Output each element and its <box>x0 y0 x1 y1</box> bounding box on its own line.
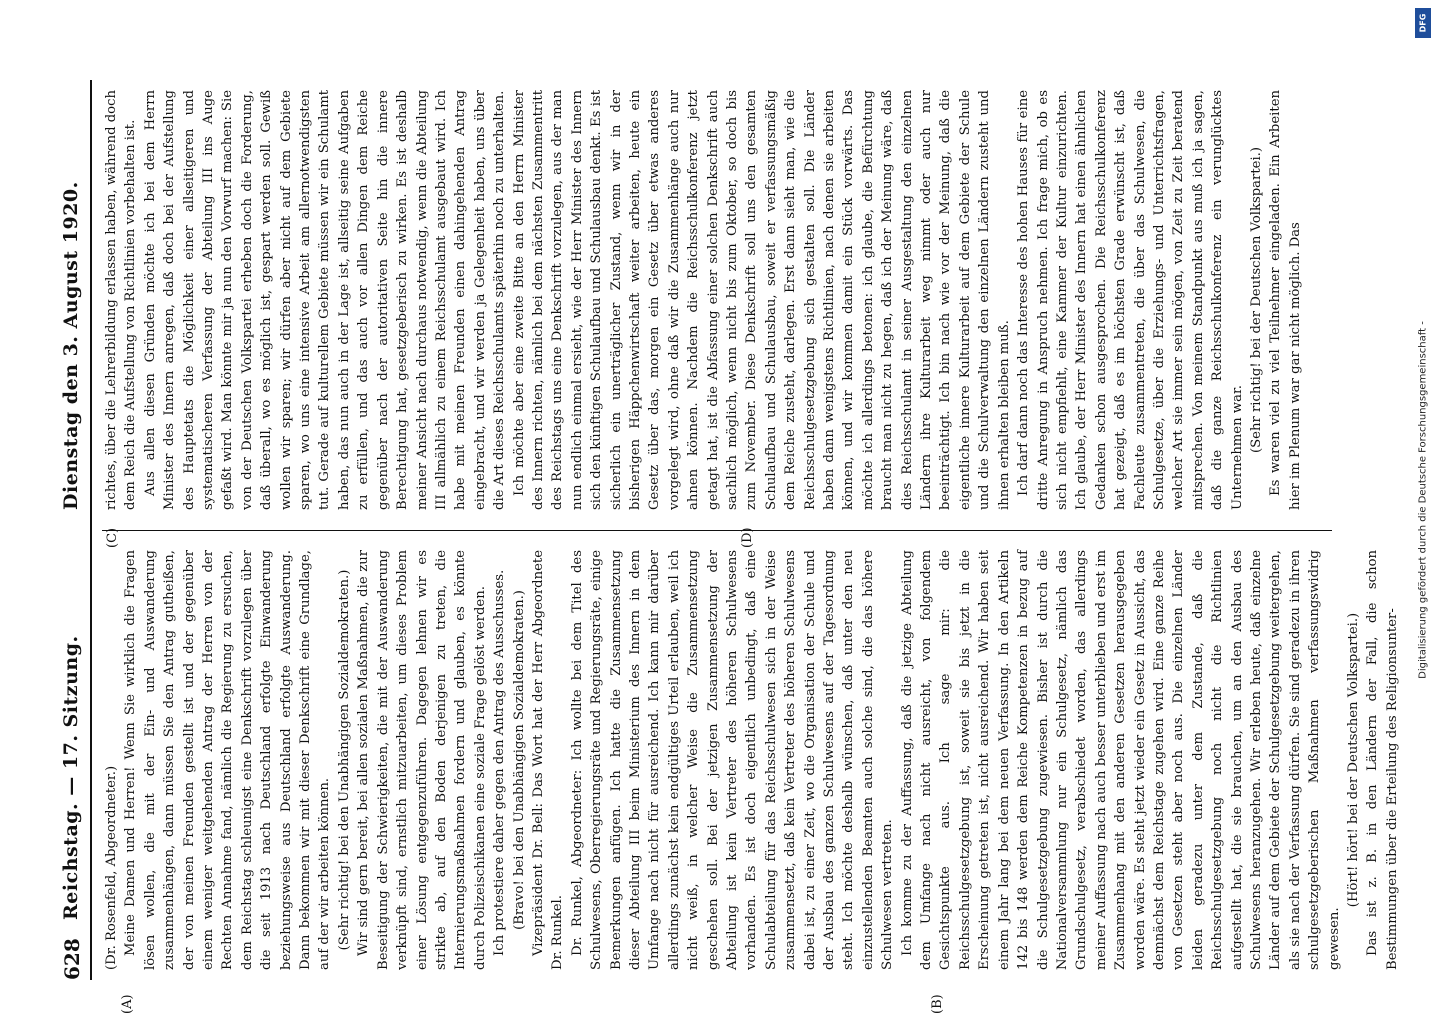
header-session-title: Reichstag. — 17. Sitzung. <box>60 635 82 920</box>
paragraph: Meine Damen und Herren! Wenn Sie wirklich die Fragen lösen wollen, die mit der Ein- und Auswanderung zusammenhängen, dann müssen Sie den Antrag gutheißen, der von meinen Freunden gestellt ist und der gegenüber einem weniger weitgehenden Antrag der Herren von der Rechten Annahme fand, nämlich die Regierung zu ersuchen, dem Reichstag schleunigst eine Denkschrift vorzulegen über die seit 1913 nach Deutschland erfolgte Einwanderung beziehungsweise aus Deutschland erfolgte Auswanderung. Dann bekommen wir mit dieser Denkschrift eine Grundlage, auf der wir arbeiten können. <box>123 550 333 970</box>
right-column <box>102 90 1332 510</box>
margin-marker-b: (B) <box>930 994 945 1014</box>
dfg-logo-text: DFG <box>1418 13 1428 33</box>
margin-marker-c: (C) <box>105 527 120 548</box>
digitization-note <box>1414 10 1432 990</box>
page-header <box>50 80 92 980</box>
interjection: (Sehr richtig! bei der Deutschen Volkspartei.) <box>1248 146 1264 454</box>
paragraph: Dr. Runkel, Abgeordneter: Ich wollte bei dem Titel des Schulwesens, Oberregierungsräte und Regierungsräte, einige Bemerkungen anfügen. Ich hatte die Zusammensetzung dieser Abteilung III beim Ministerium des Innern in dem Umfange nach nicht für ausreichend. Ich kann mir darüber allerdings zunächst kein endgültiges Urteil erlauben, weil ich nicht weiß, in welcher Weise die Zusammensetzung geschehen soll. Bei der jetzigen Zusammensetzung der Abteilung ist kein Vertreter des höheren Schulwesens vorhanden. Es ist doch eigentlich unbedingt, daß eine Schulabteilung für das Reichsschulwesen sich in der Weise zusammensetzt, daß kein Vertreter des höheren Schulwesens dabei ist, zu einer Zeit, wo die Organisation der Schule und der Ausbau des ganzen Schulwesens auf der Tagesordnung steht. Ich möchte deshalb wünschen, daß unter den neu einzustellenden Beamten auch solche sind, die das höhere Schulwesen vertreten. <box>569 550 896 970</box>
paragraph: Wir sind gern bereit, bei allen sozialen Maßnahmen, die zur Beseitigung der Schwierigkeiten, die mit der Auswanderung verknüpft sind, ernstlich mitzuarbeiten, um dieses Problem einer Lösung entgegenzuführen. Dagegen lehnen wir es strikte ab, auf den Boden derjenigen zu treten, die Internierungsmaßnahmen fordern und glauben, es könnte durch Polizeischikanen eine soziale Frage gelöst werden. <box>356 550 488 970</box>
paragraph: Ich protestiere daher gegen den Antrag des Ausschusses. <box>492 569 508 956</box>
document-page <box>50 80 1400 1014</box>
interjection: (Bravo! bei den Unabhängigen Sozialdemokraten.) <box>511 590 527 930</box>
chair-announcement: Vizepräsident Dr. Bell: Das Wort hat der Herr Abgeordnete Dr. Runkel. <box>530 550 566 970</box>
digitization-note-text: Digitalisierung gefördert durch die Deutsche Forschungsgemeinschaft - <box>1417 321 1429 679</box>
page-number: 628 <box>60 938 84 980</box>
margin-marker-d: (D) <box>740 527 755 548</box>
speaker-line: (Dr. Rosenfeld, Abgeordneter.) <box>104 765 119 970</box>
paragraph: Aus allen diesen Gründen möchte ich bei dem Herrn Minister des Innern anregen, daß doch bei der Aufstellung des Hauptetats die Möglichkeit einer allseitigeren und systematischeren Verfassung der Abteilung III ins Auge gefaßt wird. Man könnte mir ja nun den Vorwurf machen: Sie von der Deutschen Volkspartei erheben doch die Forderung, daß überall, wo es möglich ist, gespart werden soll. Gewiß wollen wir sparen; wir dürfen aber nicht auf dem Gebiete sparen, wo uns eine intensive Arbeit am allernotwendigsten tut. Gerade auf kulturellem Gebiete müssen wir ein Schulamt haben, das nun auch in der Lage ist, allseitig seine Aufgaben zu erfüllen, und das auch vor allen Dingen dem Reiche gegenüber nach der autoritativen Seite hin die innere Berechtigung hat, gesetzgeberisch zu wirken. Es ist deshalb meiner Ansicht nach durchaus notwendig, wenn die Abteilung III allmählich zu einem Reichsschulamt ausgebaut wird. Ich habe mit meinen Freunden einen dahingehenden Antrag eingebracht, und wir werden ja Gelegenheit haben, uns über die Art dieses Reichsschulamts späterhin noch zu unterhalten. <box>142 90 508 510</box>
paragraph: Das ist z. B. in den Ländern der Fall, die schon Bestimmungen über die Erteilung des Religionsunter- <box>1365 550 1400 970</box>
interjection: (Sehr richtig! bei den Unabhängigen Sozialdemokraten.) <box>336 569 352 951</box>
header-date-title: Dienstag den 3. August 1920. <box>60 181 82 510</box>
interjection: (Hört! hört! bei der Deutschen Volkspartei.) <box>1346 612 1361 908</box>
left-column <box>102 550 1400 970</box>
paragraph: Ich möchte aber eine zweite Bitte an den Herrn Minister des Innern richten, nämlich bei dem nächsten Zusammentritt des Reichstags uns eine Denkschrift vorzulegen, aus der man nun endlich einmal ersieht, wie der Herr Minister des Innern sich den künftigen Schulaufbau und Schulausbau denkt. Es ist sicherlich ein unerträglicher Zustand, wenn wir in der bisherigen Häppchenwirtschaft weiter arbeiten, heute ein Gesetz über das, morgen ein Gesetz über etwas anderes vorgelegt wird, ohne daß wir die Zusammenhänge auch nur ahnen können. Nachdem die Reichsschulkonferenz jetzt getagt hat, ist die Abfassung einer solchen Denkschrift auch sachlich möglich, wenn nicht bis zum Oktober, so doch bis zum November. Diese Denkschrift soll uns den gesamten Schulaufbau und Schulausbau, soweit er verfassungsmäßig dem Reiche zusteht, darlegen. Erst dann sieht man, wie die Reichsschulgesetzgebung sich gestalten soll. Die Länder haben dann wenigstens Richtlinien, nach denen sie arbeiten können, und wir kommen damit ein Stück vorwärts. Das möchte ich allerdings betonen: ich glaube, die Befürchtung braucht man nicht zu hegen, daß ich der Meinung wäre, daß dies Reichsschulamt in seiner Ausgestaltung den einzelnen Ländern ihre Kulturarbeit weg nimmt oder auch nur beeinträchtigt. Ich bin nach wie vor der Meinung, daß die eigentliche innere Kulturarbeit auf dem Gebiete der Schule und die Schulverwaltung den einzelnen Ländern zusteht und ihnen erhalten bleiben muß. <box>511 90 1012 510</box>
paragraph: richtes, über die Lehrerbildung erlassen haben, während doch dem Reich die Aufstellung von Richtlinien vorbehalten ist. <box>104 90 139 510</box>
paragraph: Es waren viel zu viel Teilnehmer eingeladen. Ein Arbeiten hier im Plenum war gar nicht möglich. Das <box>1268 90 1303 510</box>
paragraph: Ich darf dann noch das Interesse des hohen Hauses für eine dritte Anregung in Anspruch nehmen. Ich frage mich, ob es sich nicht empfiehlt, eine Kammer der Kultur einzurichten. Ich glaube, der Herr Minister des Innern hat einen ähnlichen Gedanken schon ausgesprochen. Die Reichsschulkonferenz hat gezeigt, daß es im höchsten Grade erwünscht ist, daß Fachleute zusammentreten, die über das Schulwesen, die Schulgesetze, über die Erziehungs- und Unterrichtsfragen, welcher Art sie immer sein mögen, von Zeit zu Zeit beratend mitsprechen. Von meinem Standpunkt aus muß ich ja sagen, daß die ganze Reichsschulkonferenz ein verunglücktes Unternehmen war. <box>1016 90 1245 510</box>
column-divider <box>102 530 1332 531</box>
paragraph: Ich komme zu der Auffassung, daß die jetzige Abteilung dem Umfange nach nicht ausreicht, von folgendem Gesichtspunkte aus. Ich sage mir: die Reichsschulgesetzgebung ist, soweit sie bis jetzt in die Erscheinung getreten ist, nicht ausreichend. Wir haben seit einem Jahr lang bei dem neuen Verfassung. In den Artikeln 142 bis 148 werden dem Reiche Kompetenzen in bezug auf die Schulgesetzgebung zugewiesen. Bisher ist durch die Nationalversammlung nur ein Schulgesetz, nämlich das Grundschulgesetz, verabschiedet worden, das allerdings meiner Auffassung nach auch besser unterblieben und erst im Zusammenhang mit den anderen Gesetzen herausgegeben worden wäre. Es steht jetzt wieder ein Gesetz in Aussicht, das demnächst dem Reichstage zugehen wird. Eine ganze Reihe von Gesetzen steht aber noch aus. Die einzelnen Länder leiden geradezu unter dem Zustande, daß die Reichsschulgesetzgebung noch nicht die Richtlinien aufgestellt hat, die sie brauchen, um an den Ausbau des Schulwesens heranzugehen. Wir erleben heute, daß einzelne Länder auf dem Gebiete der Schulgesetzgebung weitergehen, als sie nach der Verfassung dürfen. Sie sind geradezu in ihren schulgesetzgeberischen Maßnahmen verfassungswidrig gewesen. <box>899 550 1342 970</box>
margin-marker-a: (A) <box>120 994 135 1014</box>
